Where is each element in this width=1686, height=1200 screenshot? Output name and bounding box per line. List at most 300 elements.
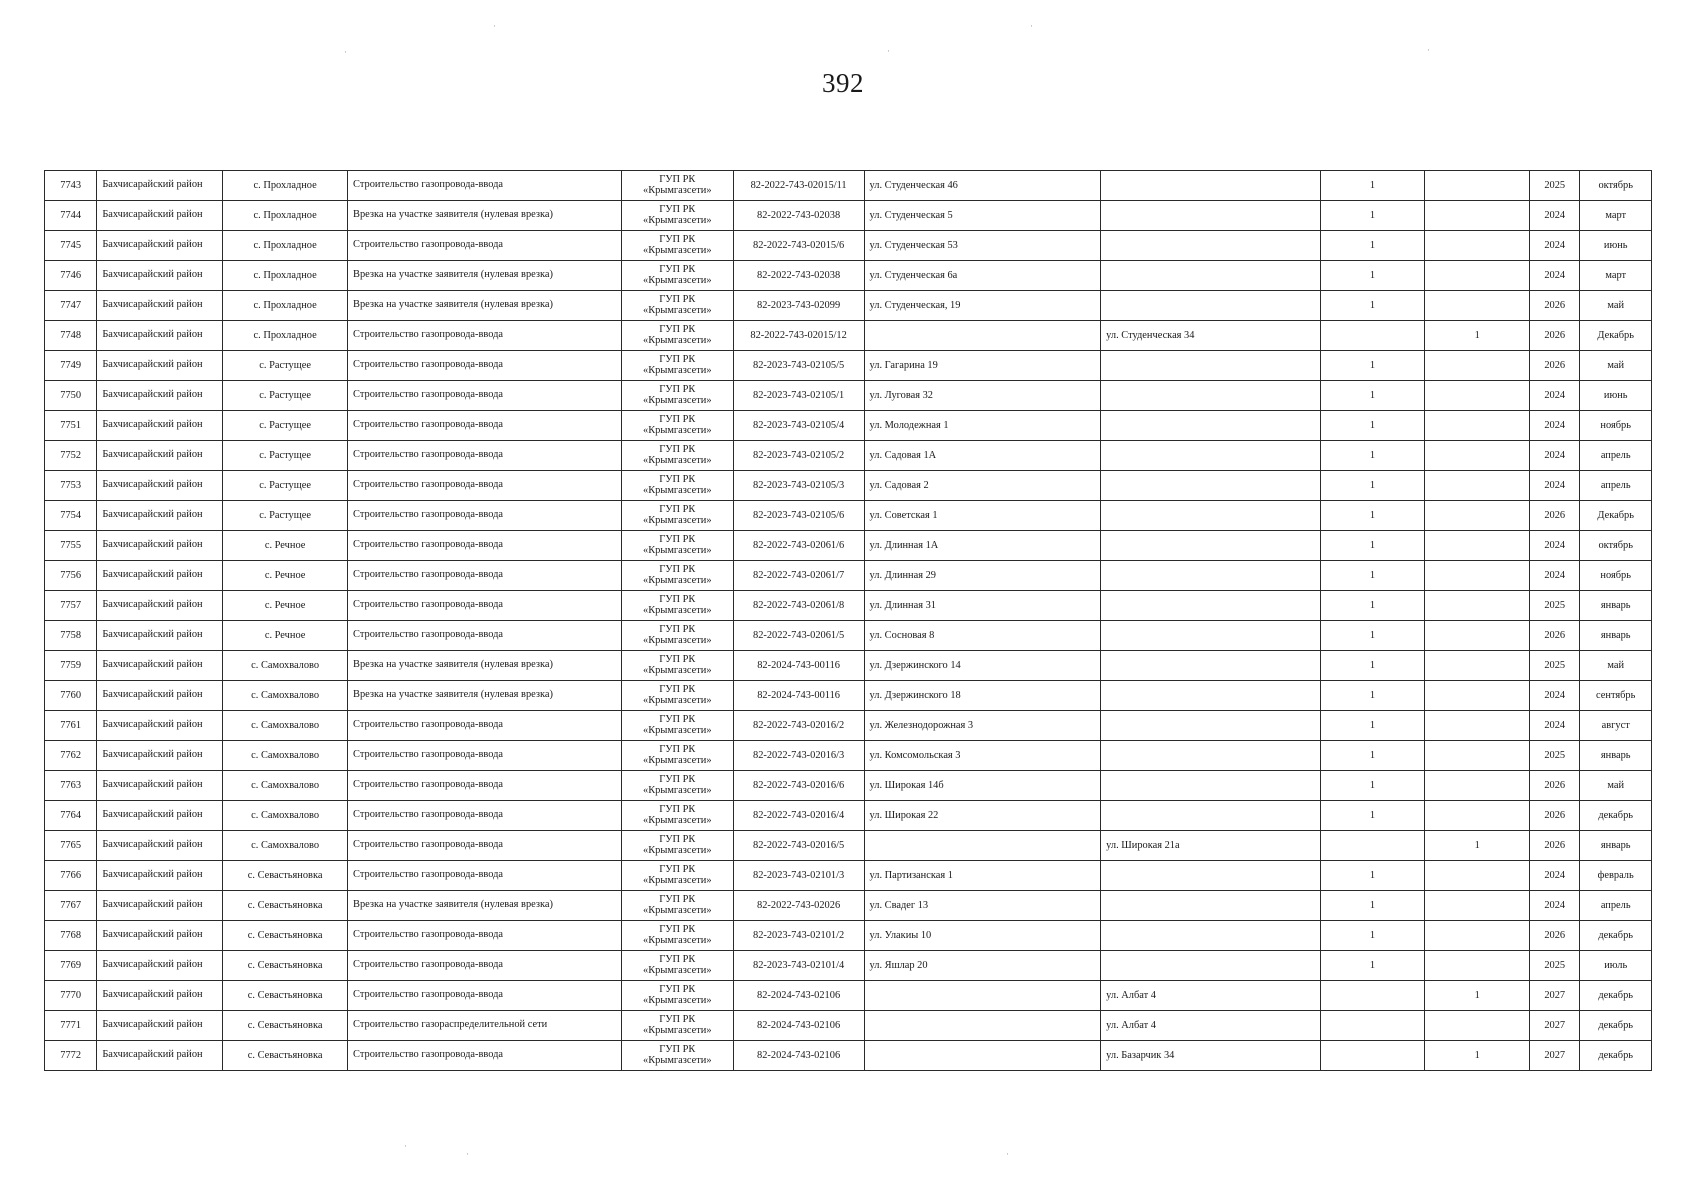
district-cell: Бахчисарайский район <box>97 201 223 231</box>
quantity-cell: 1 <box>1320 801 1425 831</box>
year-cell: 2024 <box>1530 381 1580 411</box>
organization-cell: ГУП РК «Крымгазсети» <box>621 411 733 441</box>
year-cell: 2026 <box>1530 291 1580 321</box>
settlement-cell: с. Речное <box>223 621 348 651</box>
row-number-cell: 7747 <box>45 291 97 321</box>
registration-code-cell: 82-2022-743-02016/6 <box>733 771 864 801</box>
quantity-extra-cell <box>1425 381 1530 411</box>
settlement-cell: с. Самохвалово <box>223 741 348 771</box>
year-cell: 2024 <box>1530 681 1580 711</box>
registration-code-cell: 82-2022-743-02016/3 <box>733 741 864 771</box>
quantity-cell: 1 <box>1320 621 1425 651</box>
organization-cell: ГУП РК «Крымгазсети» <box>621 501 733 531</box>
row-number-cell: 7762 <box>45 741 97 771</box>
address-cell: ул. Длинная 31 <box>864 591 1101 621</box>
registration-code-cell: 82-2022-743-02061/6 <box>733 531 864 561</box>
settlement-cell: с. Прохладное <box>223 231 348 261</box>
quantity-cell: 1 <box>1320 351 1425 381</box>
quantity-cell <box>1320 321 1425 351</box>
organization-cell: ГУП РК «Крымгазсети» <box>621 261 733 291</box>
address-extra-cell <box>1101 231 1321 261</box>
organization-cell: ГУП РК «Крымгазсети» <box>621 1041 733 1071</box>
address-cell: ул. Свадег 13 <box>864 891 1101 921</box>
registration-code-cell: 82-2023-743-02105/1 <box>733 381 864 411</box>
table-row <box>45 1011 1652 1041</box>
year-cell: 2026 <box>1530 351 1580 381</box>
address-extra-cell <box>1101 621 1321 651</box>
row-number-cell: 7745 <box>45 231 97 261</box>
work-type-cell: Строительство газопровода-ввода <box>348 381 622 411</box>
settlement-cell: с. Севастьяновка <box>223 1041 348 1071</box>
month-cell: март <box>1580 201 1652 231</box>
address-extra-cell <box>1101 441 1321 471</box>
table-row <box>45 831 1652 861</box>
month-cell: декабрь <box>1580 1011 1652 1041</box>
month-cell: декабрь <box>1580 1041 1652 1071</box>
month-cell: апрель <box>1580 471 1652 501</box>
district-cell: Бахчисарайский район <box>97 531 223 561</box>
address-extra-cell <box>1101 741 1321 771</box>
organization-cell: ГУП РК «Крымгазсети» <box>621 981 733 1011</box>
month-cell: Декабрь <box>1580 501 1652 531</box>
address-cell: ул. Широкая 14б <box>864 771 1101 801</box>
organization-cell: ГУП РК «Крымгазсети» <box>621 381 733 411</box>
table-row <box>45 591 1652 621</box>
organization-cell: ГУП РК «Крымгазсети» <box>621 681 733 711</box>
organization-cell: ГУП РК «Крымгазсети» <box>621 621 733 651</box>
row-number-cell: 7760 <box>45 681 97 711</box>
district-cell: Бахчисарайский район <box>97 1011 223 1041</box>
row-number-cell: 7757 <box>45 591 97 621</box>
year-cell: 2026 <box>1530 801 1580 831</box>
address-extra-cell <box>1101 471 1321 501</box>
table-row <box>45 801 1652 831</box>
work-type-cell: Строительство газопровода-ввода <box>348 741 622 771</box>
scan-speck: · <box>344 47 347 57</box>
settlement-cell: с. Растущее <box>223 501 348 531</box>
quantity-extra-cell <box>1425 261 1530 291</box>
table-row <box>45 351 1652 381</box>
month-cell: Декабрь <box>1580 321 1652 351</box>
settlement-cell: с. Растущее <box>223 381 348 411</box>
quantity-extra-cell <box>1425 291 1530 321</box>
quantity-extra-cell <box>1425 591 1530 621</box>
table-row <box>45 321 1652 351</box>
address-cell: ул. Сосновая 8 <box>864 621 1101 651</box>
scan-speck: · <box>493 21 496 31</box>
registration-code-cell: 82-2022-743-02015/6 <box>733 231 864 261</box>
registration-code-cell: 82-2022-743-02016/5 <box>733 831 864 861</box>
table-row <box>45 681 1652 711</box>
district-cell: Бахчисарайский район <box>97 261 223 291</box>
address-extra-cell <box>1101 861 1321 891</box>
table-row <box>45 531 1652 561</box>
settlement-cell: с. Самохвалово <box>223 681 348 711</box>
scan-speck: · <box>1427 45 1430 55</box>
address-extra-cell <box>1101 411 1321 441</box>
organization-cell: ГУП РК «Крымгазсети» <box>621 891 733 921</box>
settlement-cell: с. Речное <box>223 591 348 621</box>
organization-cell: ГУП РК «Крымгазсети» <box>621 741 733 771</box>
month-cell: май <box>1580 291 1652 321</box>
month-cell: февраль <box>1580 861 1652 891</box>
quantity-cell: 1 <box>1320 771 1425 801</box>
quantity-cell: 1 <box>1320 561 1425 591</box>
table-row <box>45 411 1652 441</box>
work-type-cell: Врезка на участке заявителя (нулевая врезка) <box>348 261 622 291</box>
table-row <box>45 951 1652 981</box>
work-type-cell: Врезка на участке заявителя (нулевая врезка) <box>348 291 622 321</box>
work-type-cell: Строительство газопровода-ввода <box>348 621 622 651</box>
organization-cell: ГУП РК «Крымгазсети» <box>621 711 733 741</box>
row-number-cell: 7755 <box>45 531 97 561</box>
table-row <box>45 651 1652 681</box>
district-cell: Бахчисарайский район <box>97 471 223 501</box>
quantity-cell: 1 <box>1320 651 1425 681</box>
quantity-extra-cell <box>1425 1011 1530 1041</box>
address-cell: ул. Длинная 29 <box>864 561 1101 591</box>
row-number-cell: 7746 <box>45 261 97 291</box>
row-number-cell: 7770 <box>45 981 97 1011</box>
work-type-cell: Строительство газопровода-ввода <box>348 921 622 951</box>
organization-cell: ГУП РК «Крымгазсети» <box>621 291 733 321</box>
month-cell: июнь <box>1580 231 1652 261</box>
address-extra-cell: ул. Албат 4 <box>1101 1011 1321 1041</box>
district-cell: Бахчисарайский район <box>97 621 223 651</box>
address-cell: ул. Садовая 1А <box>864 441 1101 471</box>
registration-code-cell: 82-2022-743-02016/2 <box>733 711 864 741</box>
address-cell: ул. Студенческая 46 <box>864 171 1101 201</box>
address-extra-cell: ул. Широкая 21а <box>1101 831 1321 861</box>
settlement-cell: с. Севастьяновка <box>223 891 348 921</box>
address-cell: ул. Советская 1 <box>864 501 1101 531</box>
work-type-cell: Строительство газопровода-ввода <box>348 501 622 531</box>
table-row <box>45 201 1652 231</box>
address-extra-cell <box>1101 201 1321 231</box>
month-cell: декабрь <box>1580 921 1652 951</box>
row-number-cell: 7749 <box>45 351 97 381</box>
organization-cell: ГУП РК «Крымгазсети» <box>621 201 733 231</box>
organization-cell: ГУП РК «Крымгазсети» <box>621 591 733 621</box>
address-extra-cell <box>1101 261 1321 291</box>
year-cell: 2024 <box>1530 441 1580 471</box>
quantity-cell: 1 <box>1320 471 1425 501</box>
address-extra-cell <box>1101 891 1321 921</box>
scan-speck: · <box>1030 21 1033 31</box>
settlement-cell: с. Прохладное <box>223 291 348 321</box>
month-cell: декабрь <box>1580 981 1652 1011</box>
settlement-cell: с. Севастьяновка <box>223 1011 348 1041</box>
quantity-extra-cell <box>1425 921 1530 951</box>
work-type-cell: Строительство газопровода-ввода <box>348 801 622 831</box>
address-extra-cell <box>1101 921 1321 951</box>
registration-code-cell: 82-2023-743-02105/6 <box>733 501 864 531</box>
work-type-cell: Строительство газопровода-ввода <box>348 591 622 621</box>
quantity-extra-cell: 1 <box>1425 1041 1530 1071</box>
month-cell: январь <box>1580 831 1652 861</box>
registration-code-cell: 82-2024-743-00116 <box>733 651 864 681</box>
quantity-extra-cell <box>1425 351 1530 381</box>
address-cell: ул. Улакиы 10 <box>864 921 1101 951</box>
address-cell <box>864 981 1101 1011</box>
address-cell: ул. Молодежная 1 <box>864 411 1101 441</box>
registration-code-cell: 82-2022-743-02038 <box>733 201 864 231</box>
address-cell: ул. Дзержинского 14 <box>864 651 1101 681</box>
work-type-cell: Строительство газопровода-ввода <box>348 531 622 561</box>
organization-cell: ГУП РК «Крымгазсети» <box>621 561 733 591</box>
month-cell: октябрь <box>1580 531 1652 561</box>
registration-code-cell: 82-2022-743-02016/4 <box>733 801 864 831</box>
district-cell: Бахчисарайский район <box>97 861 223 891</box>
district-cell: Бахчисарайский район <box>97 381 223 411</box>
quantity-extra-cell <box>1425 201 1530 231</box>
quantity-cell: 1 <box>1320 531 1425 561</box>
work-type-cell: Строительство газопровода-ввода <box>348 171 622 201</box>
work-type-cell: Строительство газопровода-ввода <box>348 441 622 471</box>
organization-cell: ГУП РК «Крымгазсети» <box>621 831 733 861</box>
district-cell: Бахчисарайский район <box>97 801 223 831</box>
year-cell: 2026 <box>1530 831 1580 861</box>
quantity-extra-cell: 1 <box>1425 831 1530 861</box>
settlement-cell: с. Севастьяновка <box>223 951 348 981</box>
row-number-cell: 7763 <box>45 771 97 801</box>
address-extra-cell <box>1101 291 1321 321</box>
settlement-cell: с. Прохладное <box>223 261 348 291</box>
registration-code-cell: 82-2024-743-00116 <box>733 681 864 711</box>
quantity-cell: 1 <box>1320 921 1425 951</box>
settlement-cell: с. Самохвалово <box>223 831 348 861</box>
settlement-cell: с. Самохвалово <box>223 651 348 681</box>
quantity-extra-cell <box>1425 531 1530 561</box>
table-row <box>45 621 1652 651</box>
district-cell: Бахчисарайский район <box>97 921 223 951</box>
district-cell: Бахчисарайский район <box>97 321 223 351</box>
scan-speck: · <box>466 1149 469 1159</box>
address-extra-cell <box>1101 591 1321 621</box>
table-row <box>45 471 1652 501</box>
row-number-cell: 7751 <box>45 411 97 441</box>
address-cell: ул. Студенческая 5 <box>864 201 1101 231</box>
work-type-cell: Строительство газораспределительной сети <box>348 1011 622 1041</box>
address-extra-cell <box>1101 651 1321 681</box>
gasification-schedule-table <box>44 170 1652 1071</box>
organization-cell: ГУП РК «Крымгазсети» <box>621 801 733 831</box>
settlement-cell: с. Растущее <box>223 471 348 501</box>
table-row <box>45 861 1652 891</box>
table-row <box>45 981 1652 1011</box>
month-cell: декабрь <box>1580 801 1652 831</box>
registration-code-cell: 82-2024-743-02106 <box>733 1011 864 1041</box>
district-cell: Бахчисарайский район <box>97 651 223 681</box>
work-type-cell: Врезка на участке заявителя (нулевая врезка) <box>348 681 622 711</box>
work-type-cell: Строительство газопровода-ввода <box>348 321 622 351</box>
table-row <box>45 501 1652 531</box>
month-cell: июль <box>1580 951 1652 981</box>
address-extra-cell <box>1101 711 1321 741</box>
address-extra-cell <box>1101 561 1321 591</box>
quantity-cell <box>1320 831 1425 861</box>
address-extra-cell <box>1101 951 1321 981</box>
work-type-cell: Строительство газопровода-ввода <box>348 471 622 501</box>
table-row <box>45 231 1652 261</box>
table-row <box>45 381 1652 411</box>
row-number-cell: 7764 <box>45 801 97 831</box>
settlement-cell: с. Растущее <box>223 351 348 381</box>
work-type-cell: Строительство газопровода-ввода <box>348 861 622 891</box>
registration-code-cell: 82-2022-743-02061/8 <box>733 591 864 621</box>
table-row <box>45 711 1652 741</box>
scan-speck: · <box>1006 1149 1009 1159</box>
district-cell: Бахчисарайский район <box>97 681 223 711</box>
work-type-cell: Строительство газопровода-ввода <box>348 411 622 441</box>
quantity-extra-cell <box>1425 411 1530 441</box>
address-cell <box>864 1011 1101 1041</box>
row-number-cell: 7744 <box>45 201 97 231</box>
quantity-extra-cell <box>1425 501 1530 531</box>
address-extra-cell <box>1101 501 1321 531</box>
quantity-cell: 1 <box>1320 741 1425 771</box>
month-cell: ноябрь <box>1580 561 1652 591</box>
quantity-cell <box>1320 1011 1425 1041</box>
settlement-cell: с. Севастьяновка <box>223 921 348 951</box>
work-type-cell: Врезка на участке заявителя (нулевая врезка) <box>348 651 622 681</box>
year-cell: 2025 <box>1530 591 1580 621</box>
quantity-cell: 1 <box>1320 501 1425 531</box>
quantity-extra-cell <box>1425 231 1530 261</box>
year-cell: 2025 <box>1530 741 1580 771</box>
quantity-cell: 1 <box>1320 441 1425 471</box>
settlement-cell: с. Растущее <box>223 411 348 441</box>
month-cell: январь <box>1580 591 1652 621</box>
district-cell: Бахчисарайский район <box>97 831 223 861</box>
table-row <box>45 1041 1652 1071</box>
organization-cell: ГУП РК «Крымгазсети» <box>621 441 733 471</box>
month-cell: август <box>1580 711 1652 741</box>
organization-cell: ГУП РК «Крымгазсети» <box>621 531 733 561</box>
settlement-cell: с. Речное <box>223 531 348 561</box>
year-cell: 2024 <box>1530 891 1580 921</box>
year-cell: 2024 <box>1530 861 1580 891</box>
district-cell: Бахчисарайский район <box>97 591 223 621</box>
year-cell: 2025 <box>1530 651 1580 681</box>
settlement-cell: с. Самохвалово <box>223 771 348 801</box>
row-number-cell: 7765 <box>45 831 97 861</box>
address-cell: ул. Студенческая, 19 <box>864 291 1101 321</box>
address-extra-cell <box>1101 381 1321 411</box>
organization-cell: ГУП РК «Крымгазсети» <box>621 231 733 261</box>
scan-speck: · <box>404 1141 407 1151</box>
settlement-cell: с. Севастьяновка <box>223 981 348 1011</box>
registration-code-cell: 82-2023-743-02101/3 <box>733 861 864 891</box>
page-number: 392 <box>822 68 864 98</box>
table-row <box>45 171 1652 201</box>
address-cell: ул. Комсомольская 3 <box>864 741 1101 771</box>
district-cell: Бахчисарайский район <box>97 291 223 321</box>
registration-code-cell: 82-2023-743-02105/3 <box>733 471 864 501</box>
quantity-cell: 1 <box>1320 291 1425 321</box>
table-row <box>45 771 1652 801</box>
year-cell: 2024 <box>1530 411 1580 441</box>
row-number-cell: 7768 <box>45 921 97 951</box>
quantity-extra-cell <box>1425 561 1530 591</box>
month-cell: апрель <box>1580 891 1652 921</box>
settlement-cell: с. Самохвалово <box>223 801 348 831</box>
quantity-extra-cell <box>1425 441 1530 471</box>
organization-cell: ГУП РК «Крымгазсети» <box>621 651 733 681</box>
work-type-cell: Врезка на участке заявителя (нулевая врезка) <box>348 201 622 231</box>
month-cell: сентябрь <box>1580 681 1652 711</box>
row-number-cell: 7758 <box>45 621 97 651</box>
registration-code-cell: 82-2022-743-02038 <box>733 261 864 291</box>
address-cell: ул. Широкая 22 <box>864 801 1101 831</box>
organization-cell: ГУП РК «Крымгазсети» <box>621 921 733 951</box>
address-cell: ул. Гагарина 19 <box>864 351 1101 381</box>
year-cell: 2024 <box>1530 471 1580 501</box>
month-cell: июнь <box>1580 381 1652 411</box>
district-cell: Бахчисарайский район <box>97 171 223 201</box>
quantity-extra-cell <box>1425 861 1530 891</box>
row-number-cell: 7743 <box>45 171 97 201</box>
quantity-cell: 1 <box>1320 261 1425 291</box>
row-number-cell: 7761 <box>45 711 97 741</box>
address-cell <box>864 321 1101 351</box>
settlement-cell: с. Прохладное <box>223 321 348 351</box>
settlement-cell: с. Самохвалово <box>223 711 348 741</box>
quantity-cell: 1 <box>1320 591 1425 621</box>
organization-cell: ГУП РК «Крымгазсети» <box>621 861 733 891</box>
district-cell: Бахчисарайский район <box>97 711 223 741</box>
work-type-cell: Строительство газопровода-ввода <box>348 951 622 981</box>
address-extra-cell <box>1101 771 1321 801</box>
month-cell: октябрь <box>1580 171 1652 201</box>
month-cell: май <box>1580 771 1652 801</box>
year-cell: 2026 <box>1530 501 1580 531</box>
month-cell: май <box>1580 651 1652 681</box>
address-cell <box>864 1041 1101 1071</box>
row-number-cell: 7759 <box>45 651 97 681</box>
address-cell: ул. Студенческая 53 <box>864 231 1101 261</box>
table-row <box>45 441 1652 471</box>
registration-code-cell: 82-2023-743-02105/5 <box>733 351 864 381</box>
month-cell: январь <box>1580 741 1652 771</box>
quantity-extra-cell <box>1425 651 1530 681</box>
address-cell: ул. Луговая 32 <box>864 381 1101 411</box>
district-cell: Бахчисарайский район <box>97 771 223 801</box>
address-extra-cell <box>1101 351 1321 381</box>
organization-cell: ГУП РК «Крымгазсети» <box>621 171 733 201</box>
registration-code-cell: 82-2022-743-02015/12 <box>733 321 864 351</box>
settlement-cell: с. Севастьяновка <box>223 861 348 891</box>
quantity-cell: 1 <box>1320 861 1425 891</box>
address-cell <box>864 831 1101 861</box>
work-type-cell: Строительство газопровода-ввода <box>348 561 622 591</box>
row-number-cell: 7748 <box>45 321 97 351</box>
row-number-cell: 7766 <box>45 861 97 891</box>
month-cell: март <box>1580 261 1652 291</box>
registration-code-cell: 82-2022-743-02061/7 <box>733 561 864 591</box>
district-cell: Бахчисарайский район <box>97 741 223 771</box>
address-extra-cell: ул. Албат 4 <box>1101 981 1321 1011</box>
year-cell: 2026 <box>1530 921 1580 951</box>
year-cell: 2024 <box>1530 531 1580 561</box>
year-cell: 2025 <box>1530 171 1580 201</box>
registration-code-cell: 82-2023-743-02101/4 <box>733 951 864 981</box>
quantity-cell: 1 <box>1320 891 1425 921</box>
settlement-cell: с. Растущее <box>223 441 348 471</box>
address-extra-cell: ул. Базарчик 34 <box>1101 1041 1321 1071</box>
year-cell: 2024 <box>1530 201 1580 231</box>
quantity-extra-cell: 1 <box>1425 321 1530 351</box>
